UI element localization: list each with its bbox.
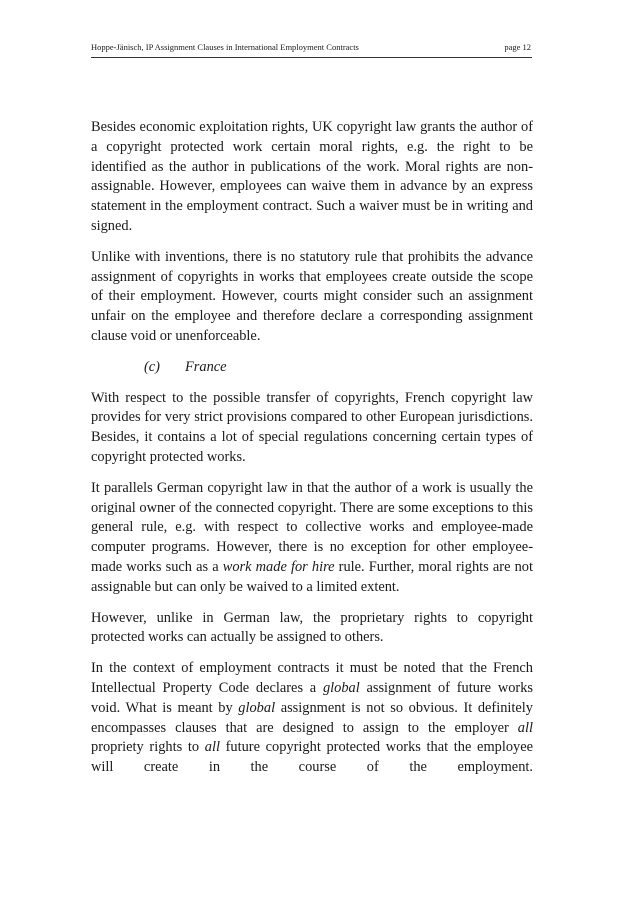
section-heading-france	[91, 358, 533, 378]
page-number: page 12	[504, 42, 531, 52]
section-title: France	[185, 358, 227, 375]
running-header	[91, 41, 531, 55]
emphasis-global: global	[238, 699, 276, 716]
paragraph-uk-advance-assignment: Unlike with inventions, there is no statutory rule that prohibits the advance assignment of copyrights in works that employees create outside the scope of their employment. However, courts might consider such an assignment unfair on the employee and therefore declare a corresponding assignment clause void or unenforceable.	[91, 248, 533, 344]
paragraph-france-global-assignment: In the context of employment contracts it must be noted that the French Intellectual Property Code declares a global assignment of future works void. What is meant by global assignment is not so obvious. It definitely encompasses clauses that are designed to assign to the employer all propriety rights to all future copyright protected works that the employee will create in the course of the employment.	[91, 660, 533, 776]
paragraph-france-intro: With respect to the possible transfer of copyrights, French copyright law provides for very strict provisions compared to other European jurisdictions. Besides, it contains a lot of special regulations concerning certain types of copyright protected works.	[91, 389, 533, 465]
paragraph-uk-moral-rights: Besides economic exploitation rights, UK copyright law grants the author of a copyright protected work certain moral rights, e.g. the right to be identified as the author in publications of the work. Moral rights are non-assignable. However, employees can waive them in advance by an express statement in the employment contract. Such a waiver must be in writing and signed.	[91, 119, 533, 234]
page-body	[91, 118, 533, 789]
emphasis-global: global	[322, 679, 360, 696]
header-title: Hoppe-Jänisch, IP Assignment Clauses in International Employment Contracts	[91, 42, 359, 52]
emphasis-work-made-for-hire: work made for hire	[222, 558, 335, 575]
paragraph-france-assignable: However, unlike in German law, the proprietary rights to copyright protected works can actually be assigned to others.	[91, 609, 533, 646]
paragraph-france-ownership: It parallels German copyright law in that the author of a work is usually the original owner of the connected copyright. There are some exceptions to this general rule, e.g. with respect to collective works and employee-made computer programs. However, there is no exception for other employee-made works such as a work made for hire rule. Further, moral rights are not assignable but can only be waived to a limited extent.	[91, 479, 533, 595]
emphasis-all: all	[204, 739, 220, 756]
section-number: (c)	[144, 358, 160, 375]
header-divider	[91, 57, 532, 58]
emphasis-all: all	[517, 719, 533, 736]
